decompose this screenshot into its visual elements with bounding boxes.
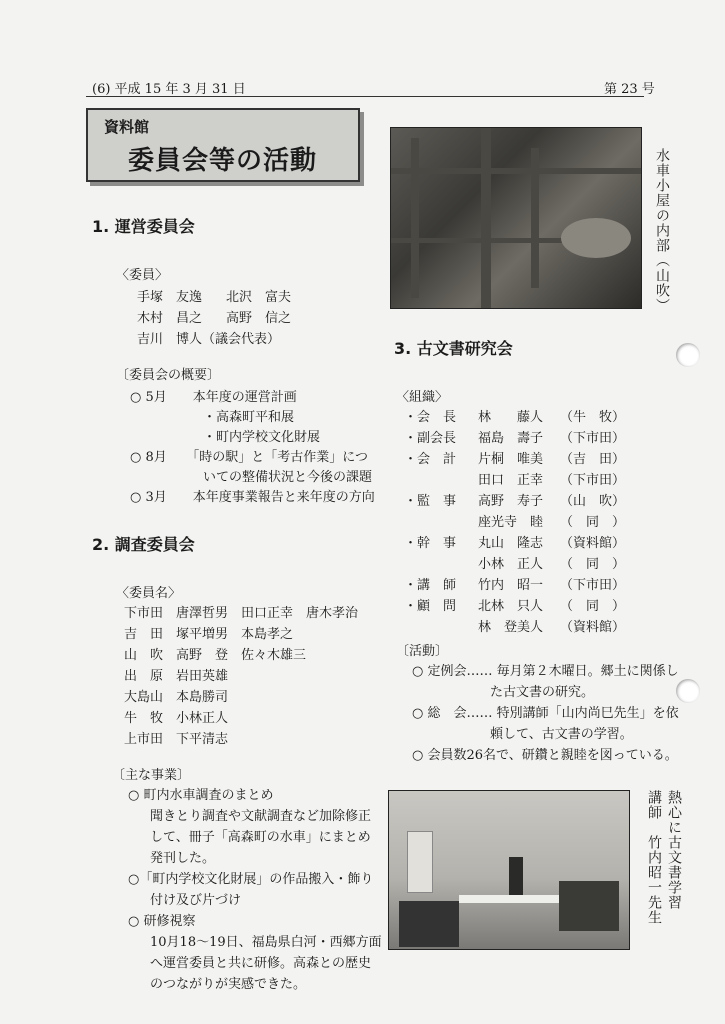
lecturer-figure [509,857,523,897]
sec2-project-line: のつながりが実感できた。 [150,977,307,992]
activity-line: ○ 総 会…… 特別講師「山内尚巳先生」を依 [412,706,679,721]
org-name: 竹内 昭一 [478,578,544,593]
org-name: 座光寺 睦 [478,515,544,530]
sec2-projects-label: 〔主な事業〕 [112,768,191,783]
org-name: 福島 壽子 [478,431,544,446]
org-area: （ 同 ） [560,557,626,572]
sec2-project-line: 10月18～19日、福島県白河・西郷方面 [150,935,382,950]
org-name: 北林 只人 [478,599,544,614]
sec3-org-label: 〈組織〉 [396,390,449,405]
sec2-names: 小林正人 [176,711,229,726]
sec1-member: 手塚 友逸 [137,290,203,305]
org-role: ・監 事 [404,494,457,509]
activity-line: ○ 定例会…… 毎月第２木曜日。郷土に関係し [412,664,679,679]
section-2-heading: 2. 調査委員会 [92,535,195,554]
page-title: 委員会等の活動 [128,146,318,176]
sec1-line: いての整備状況と今後の課題 [203,470,373,485]
org-role: ・顧 問 [404,599,457,614]
sec2-area: 吉 田 [124,627,164,642]
photo2-caption-2: 講師 竹内昭一先生 [646,790,662,925]
sec1-line: ○ 8月 「時の駅」と「考古作業」につ [130,450,368,465]
table-shape [459,895,559,903]
sec2-area: 出 原 [124,669,164,684]
org-name: 田口 正幸 [478,473,544,488]
sec1-line: ・高森町平和展 [203,410,295,425]
org-name: 林 藤人 [478,410,544,425]
org-area: （下市田） [560,473,626,488]
sec1-line: ・町内学校文化財展 [203,430,321,445]
study-group-photo [388,790,630,950]
sec1-line: ○ 3月 本年度事業報告と来年度の方向 [130,490,375,505]
sec1-member: 北沢 富夫 [226,290,292,305]
sec2-project-line: して、冊子「高森町の水車」にまとめ [150,830,371,845]
sec2-area: 大島山 [124,690,164,705]
sec2-area: 山 吹 [124,648,164,663]
sec1-summary-label: 〔委員会の概要〕 [116,368,221,383]
title-box [86,108,360,182]
sec2-project-line: へ運営委員と共に研修。高森との歴史 [150,956,372,971]
org-area: （下市田） [560,578,626,593]
sec1-member: 高野 信之 [226,311,292,326]
attendees-right [559,881,619,931]
sec1-members-label: 〈委員〉 [116,268,169,283]
activity-line: 頼して、古文書の学習。 [490,727,633,742]
org-area: （資料館） [560,536,626,551]
sec2-names: 本島勝司 [176,690,229,705]
sec2-project-line: ○ 町内水車調査のまとめ [128,788,274,803]
org-area: （ 同 ） [560,599,626,614]
attendees-left [399,901,459,947]
waterwheel-photo [390,127,642,309]
header-date: (6) 平成 15 年 3 月 31 日 [92,82,246,97]
sec1-line: ○ 5月 本年度の運営計画 [130,390,297,405]
section-1-heading: 1. 運営委員会 [92,217,195,236]
sec2-names: 塚平増男 本島孝之 [176,627,294,642]
org-area: （牛 牧） [560,410,626,425]
sec1-member: 吉川 博人（議会代表） [137,332,281,347]
org-role: ・会 計 [404,452,457,467]
org-area: （下市田） [560,431,626,446]
org-role: ・副会長 [404,431,457,446]
sec1-member: 木村 昌之 [137,311,203,326]
org-role: ・幹 事 [404,536,457,551]
photo2-caption-1: 熱心に古文書学習 [666,790,682,910]
org-name: 小林 正人 [478,557,544,572]
org-area: （山 吹） [560,494,626,509]
photo1-caption: 水車小屋の内部（山吹） [654,148,670,313]
org-name: 高野 寿子 [478,494,544,509]
section-3-heading: 3. 古文書研究会 [394,339,513,358]
sec2-project-line: ○「町内学校文化財展」の作品搬入・飾り [128,872,374,887]
header-rule [86,96,644,97]
org-area: （吉 田） [560,452,626,467]
title-small: 資料館 [104,118,150,136]
sec2-names: 岩田英雄 [176,669,229,684]
header-issue: 第 23 号 [604,82,655,97]
sec2-area: 上市田 [124,732,164,747]
activity-line: ○ 会員数26名で、研鑽と親睦を図っている。 [412,748,678,763]
sec3-activity-label: 〔活動〕 [396,644,449,659]
sec2-names: 下平清志 [176,732,229,747]
binder-hole [676,343,700,367]
activity-line: た古文書の研究。 [490,685,595,700]
sec2-area: 牛 牧 [124,711,164,726]
org-area: （ 同 ） [560,515,626,530]
wall-panel [407,831,433,893]
org-name: 丸山 隆志 [478,536,544,551]
sec2-members-label: 〈委員名〉 [116,586,182,601]
org-area: （資料館） [560,620,626,635]
org-role: ・講 師 [404,578,457,593]
org-name: 林 登美人 [478,620,544,635]
sec2-names: 高野 登 佐々木雄三 [176,648,307,663]
sec2-project-line: 聞きとり調査や文献調査など加除修正 [150,809,372,824]
sec2-area: 下市田 [124,606,164,621]
sec2-project-line: 発刊した。 [150,851,216,866]
sec2-project-line: ○ 研修視察 [128,914,196,929]
org-name: 片桐 唯美 [478,452,544,467]
org-role: ・会 長 [404,410,457,425]
binder-hole [676,679,700,703]
millstone-shape [561,218,631,258]
sec2-names: 唐澤哲男 田口正幸 唐木孝治 [176,606,359,621]
sec2-project-line: 付け及び片づけ [150,893,242,908]
